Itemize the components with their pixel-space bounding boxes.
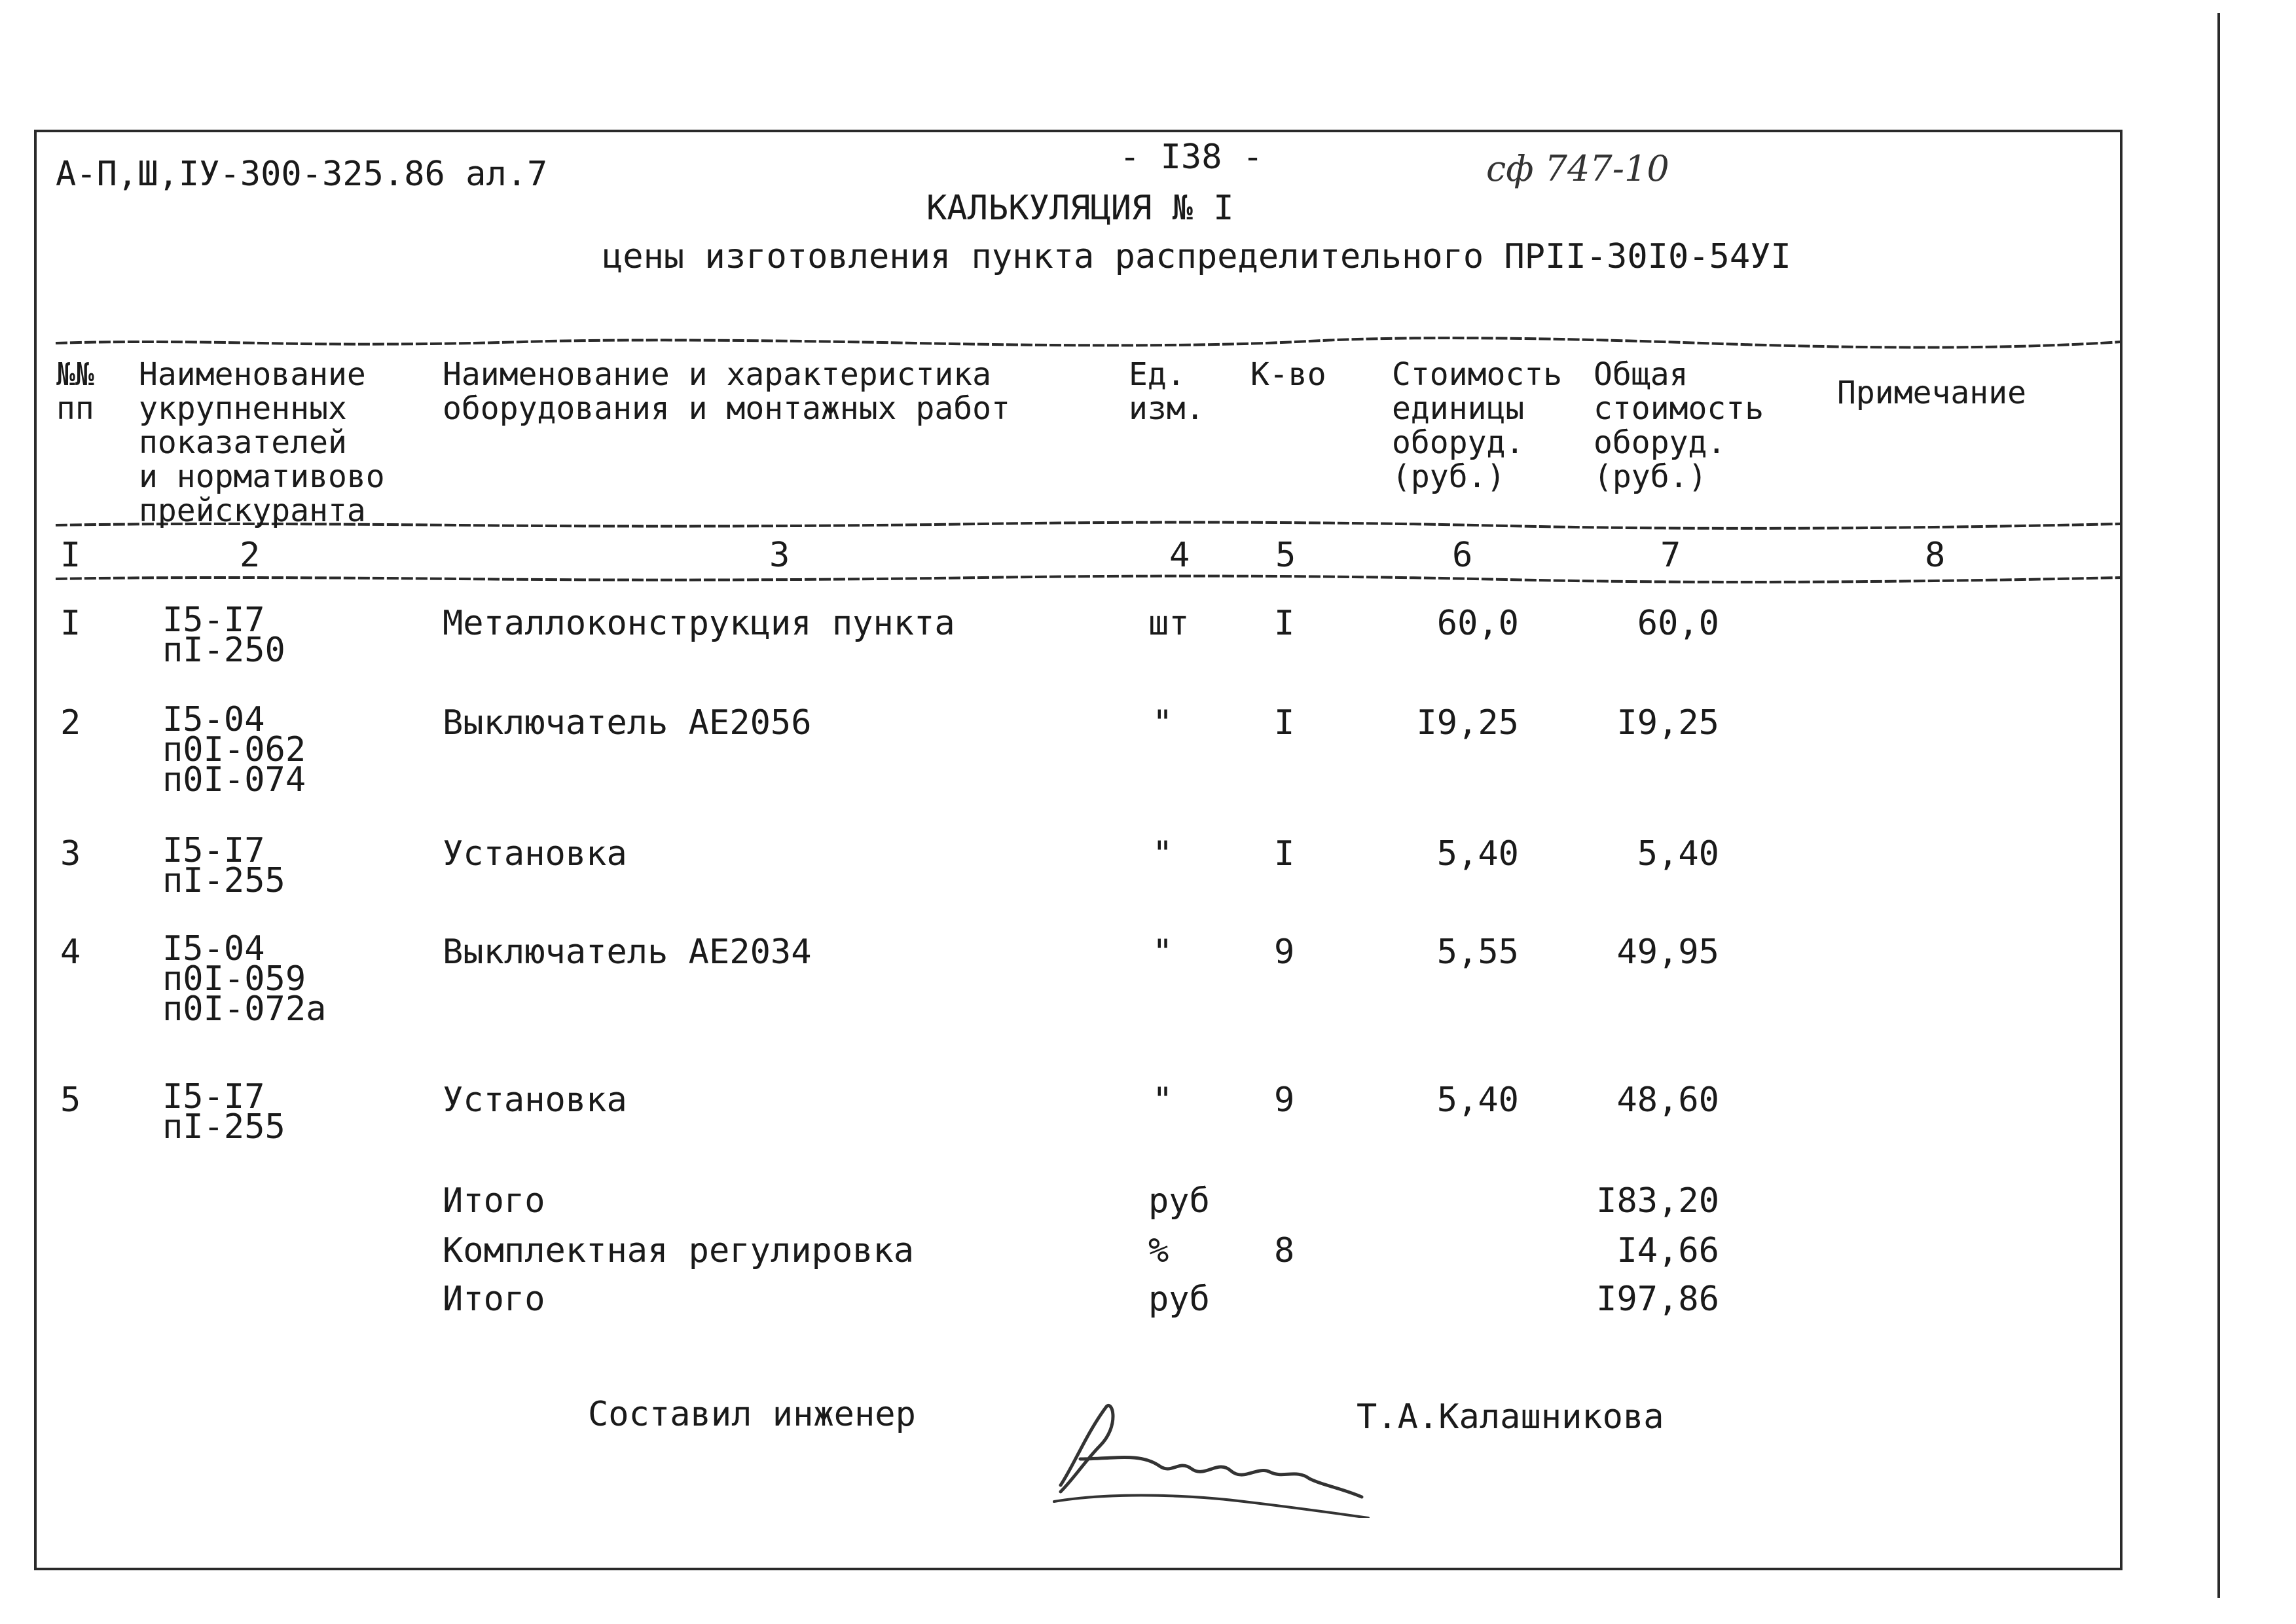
row-3-qty: I xyxy=(1274,834,1295,874)
doc-code: А-П,Ш,IУ-300-325.86 ал.7 xyxy=(56,155,548,194)
row-4-code: I5-04 п0I-059 п0I-072а xyxy=(162,929,327,1029)
row-5-unit-cost: 5,40 xyxy=(1436,1080,1519,1120)
row-5-total: 48,60 xyxy=(1616,1080,1719,1120)
col-number-8: 8 xyxy=(1925,536,1946,575)
col-header-total-cost: Общая стоимость оборуд. (руб.) xyxy=(1594,356,1764,495)
adjustment-total: I4,66 xyxy=(1616,1231,1719,1270)
engineer-name: Т.А.Калашникова xyxy=(1357,1397,1664,1437)
col-number-3: 3 xyxy=(769,536,790,575)
document-subtitle: цены изготовления пункта распределительного ПРII-30I0-54УI xyxy=(602,237,1791,276)
subtotal-unit: руб xyxy=(1148,1181,1210,1221)
row-4-name: Выключатель АЕ2034 xyxy=(443,932,812,972)
signature xyxy=(1034,1362,1375,1530)
row-3-unit-cost: 5,40 xyxy=(1436,834,1519,874)
row-4-total: 49,95 xyxy=(1616,932,1719,972)
row-2-total: I9,25 xyxy=(1616,703,1719,743)
row-2-qty: I xyxy=(1274,703,1295,743)
row-3-number: 3 xyxy=(60,834,81,874)
col-header-indicator-name: Наименование укрупненных показателей и нормативово прейскуранта xyxy=(139,356,385,529)
row-5-name: Установка xyxy=(443,1080,627,1120)
row-2-unit: " xyxy=(1152,703,1173,743)
row-3-unit: " xyxy=(1152,834,1173,874)
adjustment-qty: 8 xyxy=(1274,1231,1295,1270)
col-header-equipment-description: Наименование и характеристика оборудования и монтажных работ xyxy=(443,356,1010,427)
col-header-quantity: К-во xyxy=(1250,356,1326,393)
col-number-2: 2 xyxy=(240,536,261,575)
row-4-unit-cost: 5,55 xyxy=(1436,932,1519,972)
row-3-name: Установка xyxy=(443,834,627,874)
col-header-note: Примечание xyxy=(1837,375,2026,411)
row-1-unit-cost: 60,0 xyxy=(1436,604,1519,643)
grand-total-label: Итого xyxy=(443,1280,545,1319)
row-5-unit: " xyxy=(1152,1080,1173,1120)
row-5-number: 5 xyxy=(60,1080,81,1120)
row-3-total: 5,40 xyxy=(1637,834,1719,874)
row-2-number: 2 xyxy=(60,703,81,743)
row-1-number: I xyxy=(60,604,81,643)
col-number-1: I xyxy=(60,536,81,575)
col-number-4: 4 xyxy=(1169,536,1190,575)
adjustment-unit: % xyxy=(1148,1231,1169,1270)
handwritten-reference: сф 747-10 xyxy=(1486,148,1669,189)
grand-total-unit: руб xyxy=(1148,1280,1210,1319)
col-number-7: 7 xyxy=(1660,536,1681,575)
row-1-total: 60,0 xyxy=(1637,604,1719,643)
row-1-unit: шт xyxy=(1148,604,1190,643)
col-header-unit: Ед. изм. xyxy=(1129,356,1205,427)
subtotal-total: I83,20 xyxy=(1596,1181,1719,1221)
row-2-code: I5-04 п0I-062 п0I-074 xyxy=(162,700,306,800)
col-number-5: 5 xyxy=(1275,536,1296,575)
row-1-name: Металлоконструкция пункта xyxy=(443,604,955,643)
col-header-number: №№ пп xyxy=(56,356,94,427)
subtotal-label: Итого xyxy=(443,1181,545,1221)
adjustment-label: Комплектная регулировка xyxy=(443,1231,915,1270)
row-5-code: I5-I7 пI-255 xyxy=(162,1077,285,1147)
row-2-name: Выключатель АЕ2056 xyxy=(443,703,812,743)
row-4-unit: " xyxy=(1152,932,1173,972)
grand-total-total: I97,86 xyxy=(1596,1280,1719,1319)
row-5-qty: 9 xyxy=(1274,1080,1295,1120)
compiled-by-label: Составил инженер xyxy=(588,1395,916,1434)
row-1-qty: I xyxy=(1274,604,1295,643)
col-header-unit-cost: Стоимость единицы оборуд. (руб.) xyxy=(1392,356,1563,495)
document-title: КАЛЬКУЛЯЦИЯ № I xyxy=(926,189,1234,228)
row-4-qty: 9 xyxy=(1274,932,1295,972)
row-4-number: 4 xyxy=(60,932,81,972)
col-number-6: 6 xyxy=(1452,536,1473,575)
row-2-unit-cost: I9,25 xyxy=(1416,703,1519,743)
row-3-code: I5-I7 пI-255 xyxy=(162,831,285,900)
page-number: - I38 - xyxy=(1120,138,1264,177)
row-1-code: I5-I7 пI-250 xyxy=(162,600,285,670)
